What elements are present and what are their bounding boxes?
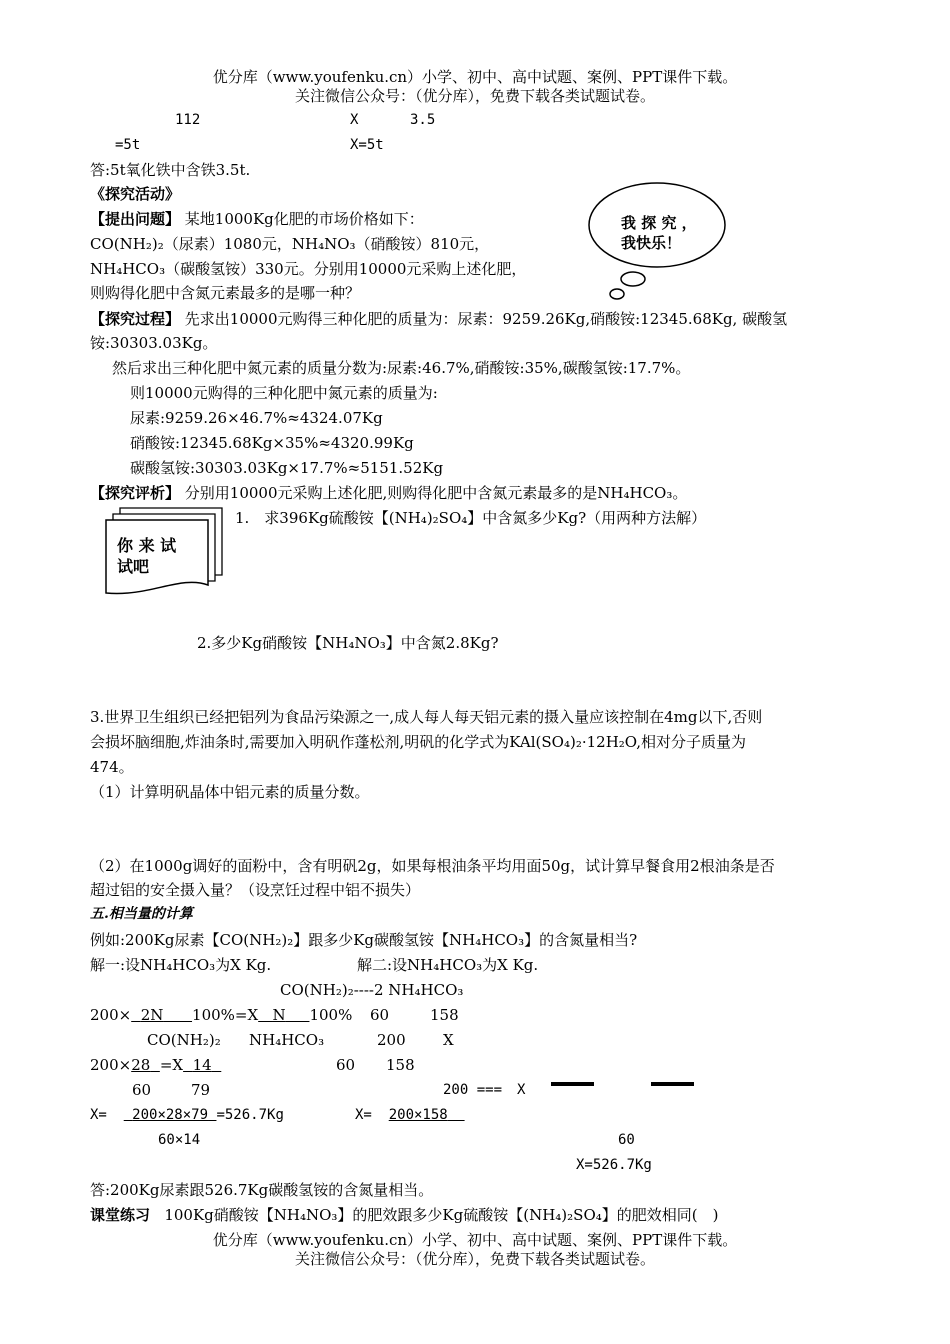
r1-b: 2N (140, 1006, 164, 1024)
calc-112: 112 (175, 112, 201, 128)
example-text: 例如:200Kg尿素【CO(NH₂)₂】跟多少Kg碳酸氢铵【NH₄HCO₃】的含氮量相当? (90, 931, 638, 949)
r6-a: 60×14 (158, 1132, 201, 1148)
calc-row-1 (90, 1006, 352, 1024)
process-text-6: 硝酸铵:12345.68Kg×35%≈4320.99Kg (130, 434, 414, 452)
r1-158: 158 (430, 1006, 459, 1024)
calc-eq-5t: =5t (115, 137, 141, 153)
solution-1-label: 解一:设NH₄HCO₃为X Kg. (90, 956, 272, 974)
r3-a: 200× (90, 1056, 132, 1074)
r3-b: 28 (131, 1056, 151, 1074)
header-line-1: 优分库（www.youfenku.cn）小学、初中、高中试题、案例、PPT课件下载。 (212, 68, 738, 86)
r3-158: 158 (386, 1056, 415, 1074)
bubble-text-2: 我快乐！ (621, 234, 682, 252)
process-block (90, 310, 787, 328)
exercise-3-line-3: 474。 (90, 758, 134, 776)
calc-row-5b (355, 1107, 465, 1124)
exercise-3-sub-2-line-1: （2）在1000g调好的面粉中，含有明矾2g，如果每根油条平均用面50g，试计算早餐食用2根油条是否 (90, 857, 775, 875)
process-label: 【探究过程】 (90, 310, 181, 328)
process-text-2: 铵:30303.03Kg。 (90, 334, 218, 352)
r3-60: 60 (336, 1056, 356, 1074)
process-text-1: 先求出10000元购得三种化肥的质量为：尿素：9259.26Kg,硝酸铵:12345.68Kg, 碳酸氢 (184, 310, 788, 328)
footer-line-1: 优分库（www.youfenku.cn）小学、初中、高中试题、案例、PPT课件下载。 (212, 1231, 738, 1249)
activity-title: 《探究活动》 (90, 185, 181, 203)
r4-200: 200 === (443, 1082, 503, 1098)
exercise-3-sub-1: （1）计算明矾晶体中铝元素的质量分数。 (90, 783, 370, 801)
exercise-3-line-2: 会损坏脑细胞,炸油条时,需要加入明矾作蓬松剂,明矾的化学式为KAl(SO₄)₂·12H₂O,相对分子质量为 (90, 733, 746, 751)
question-text-3: NH₄HCO₃（碳酸氢铵）330元。分别用10000元采购上述化肥， (90, 260, 527, 278)
exercise-3-sub-2-line-2: 超过铝的安全摄入量？（设烹饪过程中铝不损失） (90, 881, 421, 899)
calc-x: X (350, 112, 359, 128)
process-text-3: 然后求出三种化肥中氮元素的质量分数为:尿素:46.7%,硝酸铵:35%,碳酸氢铵:17.7%。 (112, 359, 691, 377)
r1-a: 200× (90, 1006, 132, 1024)
r2-x: X (443, 1031, 454, 1049)
r3-c: =X (159, 1056, 184, 1074)
practice-block (90, 1206, 718, 1224)
r1-d: N (272, 1006, 286, 1024)
r1-c: 100%=X (192, 1006, 259, 1024)
evaluation-text: 分别用10000元采购上述化肥,则购得化肥中含氮元素最多的是NH₄HCO₃。 (184, 484, 688, 502)
r2-200: 200 (377, 1031, 406, 1049)
practice-text: 100Kg硝酸铵【NH₄NO₃】的肥效跟多少Kg硫酸铵【(NH₄)₂SO₄】的肥效相同( ) (164, 1206, 719, 1224)
question-text-2: CO(NH₂)₂（尿素）1080元，NH₄NO₃（硝酸铵）810元， (90, 235, 490, 253)
r5-b: 200×28×79 (132, 1107, 209, 1123)
r5-d: X= (355, 1107, 372, 1123)
exercise-3-line-1: 3.世界卫生组织已经把铝列为食品污染源之一,成人每人每天铝元素的摄入量应该控制在4mg以下,否则 (90, 708, 763, 726)
process-text-7: 碳酸氢铵:30303.03Kg×17.7%≈5151.52Kg (130, 459, 444, 477)
header-line-2: 关注微信公众号：（优分库），免费下载各类试题试卷。 (294, 87, 655, 105)
badge-text-2: 试吧 (117, 557, 150, 576)
r5-a: X= (90, 1107, 107, 1123)
calc-3-5: 3.5 (410, 112, 436, 128)
footer-line-2: 关注微信公众号：（优分库），免费下载各类试题试卷。 (294, 1250, 655, 1268)
practice-label: 课堂练习 (90, 1206, 151, 1224)
calc-x-5t: X=5t (350, 137, 384, 153)
r6-b: 60 (618, 1132, 635, 1148)
question-text-4: 则购得化肥中含氮元素最多的是哪一种？ (90, 284, 361, 302)
process-text-5: 尿素:9259.26×46.7%≈4324.07Kg (130, 409, 383, 427)
r5-e: 200×158 (388, 1107, 448, 1123)
exercise-1: 1. 求396Kg硫酸铵【(NH₄)₂SO₄】中含氮多少Kg?（用两种方法解） (235, 509, 707, 527)
r5-c: =526.7Kg (216, 1107, 284, 1123)
badge-text-1: 你 来 试 (117, 536, 177, 555)
evaluation-label: 【探究评析】 (90, 484, 181, 502)
calc-answer: 答:5t氧化铁中含铁3.5t. (90, 161, 251, 179)
r3-d: 14 (192, 1056, 212, 1074)
exercise-2: 2.多少Kg硝酸铵【NH₄NO₃】中含氮2.8Kg? (197, 634, 499, 652)
r4-79: 79 (191, 1081, 211, 1099)
solution-2-label: 解二:设NH₄HCO₃为X Kg. (357, 956, 539, 974)
bubble-text-1: 我 探 究 ， (621, 214, 697, 232)
question-block (90, 210, 424, 228)
r2-b: NH₄HCO₃ (249, 1031, 325, 1049)
fraction-bar-right (651, 1082, 694, 1086)
calc-row-5 (90, 1107, 284, 1124)
fraction-bar-left (551, 1082, 594, 1086)
r1-e: 100% (309, 1006, 353, 1024)
process-text-4: 则10000元购得的三种化肥中氮元素的质量为: (130, 384, 438, 402)
relation-line: CO(NH₂)₂----2 NH₄HCO₃ (280, 981, 464, 999)
r7: X=526.7Kg (576, 1157, 652, 1173)
calc-row-3 (90, 1056, 221, 1074)
r4-60: 60 (132, 1081, 152, 1099)
section-5-answer: 答:200Kg尿素跟526.7Kg碳酸氢铵的含氮量相当。 (90, 1181, 434, 1199)
r1-60: 60 (370, 1006, 390, 1024)
question-label: 【提出问题】 (90, 210, 181, 228)
r2-a: CO(NH₂)₂ (147, 1031, 221, 1049)
question-text-1: 某地1000Kg化肥的市场价格如下： (184, 210, 424, 228)
evaluation-block (90, 484, 687, 502)
r4-x: X (517, 1082, 526, 1098)
section-5-title: 五.相当量的计算 (90, 906, 193, 922)
